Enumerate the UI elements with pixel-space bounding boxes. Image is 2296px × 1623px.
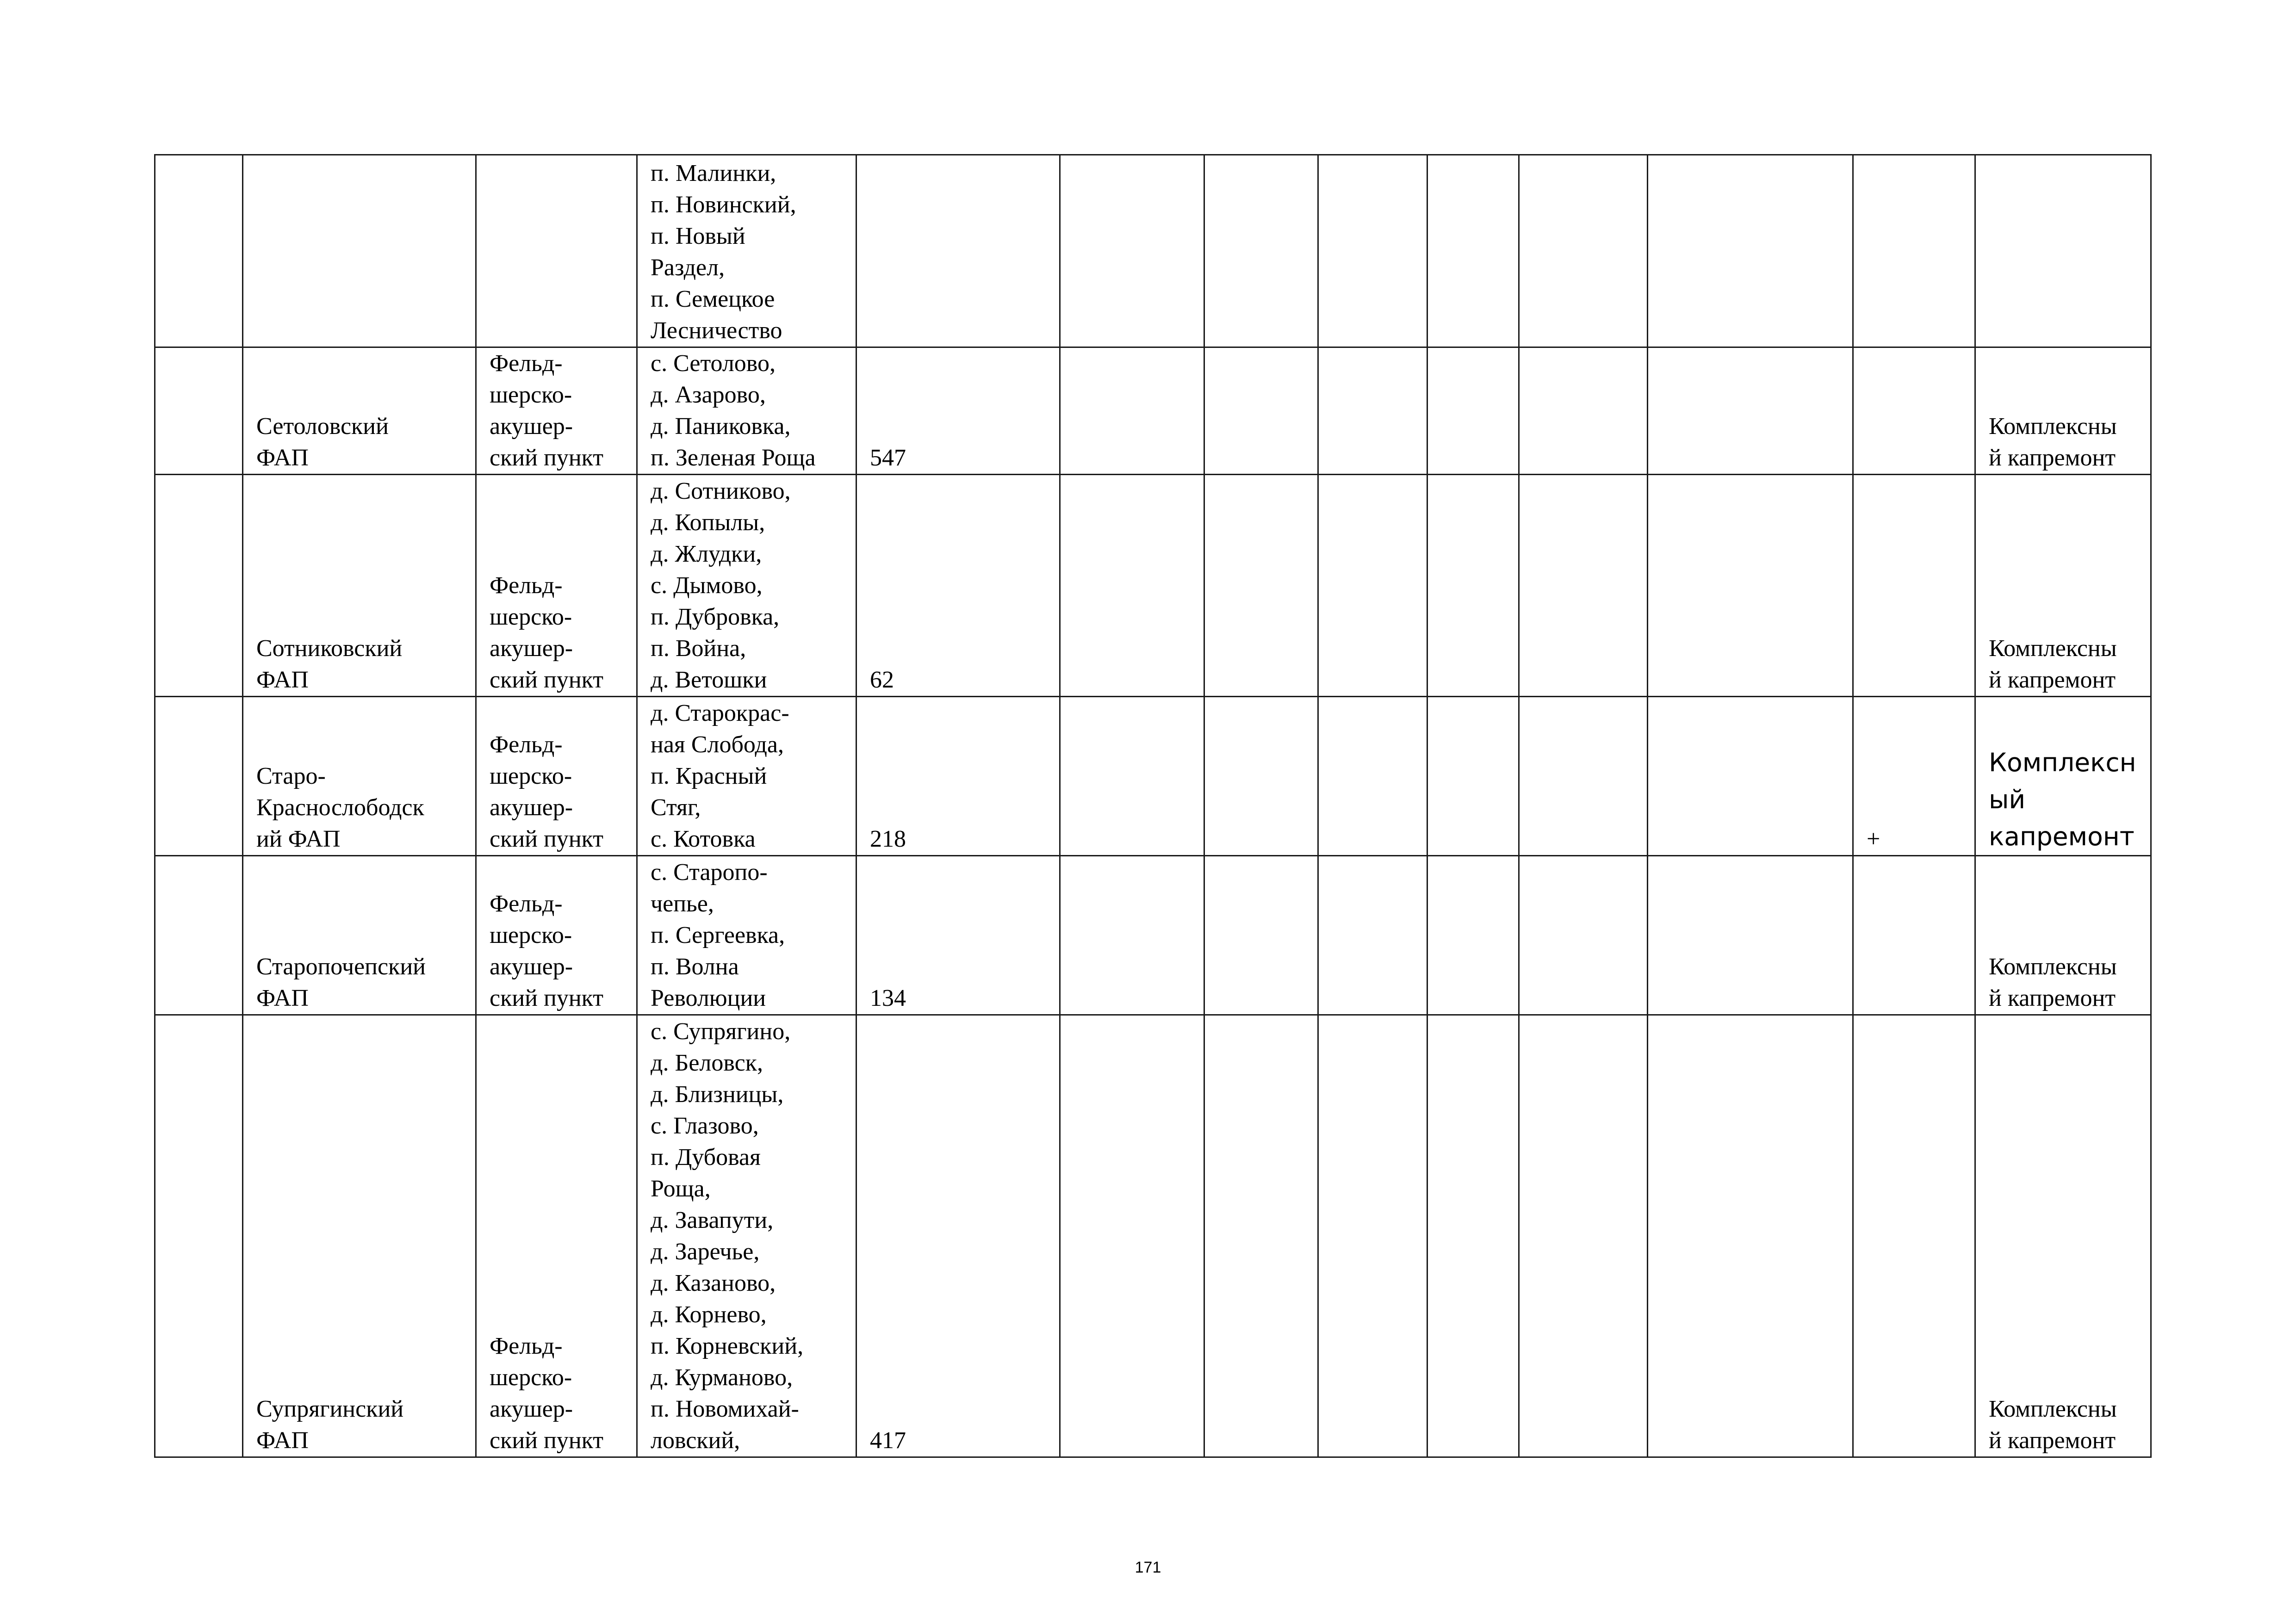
population-cell: 218 — [856, 697, 1060, 856]
note-cell: Комплексны й капремонт — [1975, 856, 2151, 1015]
empty-cell — [1204, 697, 1318, 856]
mark-cell — [1853, 856, 1975, 1015]
empty-cell — [1204, 475, 1318, 697]
facility-name-cell — [243, 155, 476, 347]
empty-cell — [1648, 856, 1853, 1015]
row-number-cell — [155, 856, 243, 1015]
population-cell: 417 — [856, 1015, 1060, 1457]
facility-name-cell: Сотниковский ФАП — [243, 475, 476, 697]
empty-cell — [1519, 347, 1648, 475]
empty-cell — [1204, 155, 1318, 347]
settlements-cell: с. Супрягино, д. Беловск, д. Близницы, с. Глазово, п. Дубовая Роща, д. Завапути, д. Заречье, д. Казаново, д. Корнево, п. Корневский, д. Курманово, п. Новомихай- ловский, — [637, 1015, 856, 1457]
empty-cell — [1060, 155, 1204, 347]
empty-cell — [1648, 347, 1853, 475]
note-cell: Комплексны й капремонт — [1975, 1015, 2151, 1457]
facility-table — [154, 154, 2152, 1458]
mark-cell: + — [1853, 697, 1975, 856]
empty-cell — [1427, 856, 1519, 1015]
facility-type-cell: Фельд- шерско- акушер- ский пункт — [476, 856, 637, 1015]
empty-cell — [1519, 697, 1648, 856]
empty-cell — [1318, 856, 1427, 1015]
facility-type-cell: Фельд- шерско- акушер- ский пункт — [476, 475, 637, 697]
facility-type-cell: Фельд- шерско- акушер- ский пункт — [476, 347, 637, 475]
empty-cell — [1204, 1015, 1318, 1457]
settlements-cell: д. Старокрас- ная Слобода, п. Красный Стяг, с. Котовка — [637, 697, 856, 856]
empty-cell — [1427, 1015, 1519, 1457]
empty-cell — [1318, 697, 1427, 856]
empty-cell — [1427, 697, 1519, 856]
settlements-cell: п. Малинки, п. Новинский, п. Новый Раздел, п. Семецкое Лесничество — [637, 155, 856, 347]
empty-cell — [1427, 155, 1519, 347]
empty-cell — [1648, 155, 1853, 347]
facility-name-cell: Сетоловский ФАП — [243, 347, 476, 475]
population-cell: 547 — [856, 347, 1060, 475]
facility-type-cell — [476, 155, 637, 347]
mark-cell — [1853, 155, 1975, 347]
table-row — [155, 856, 2151, 1015]
table-row — [155, 155, 2151, 347]
facility-name-cell: Старо- Краснослободск ий ФАП — [243, 697, 476, 856]
empty-cell — [1060, 347, 1204, 475]
empty-cell — [1427, 347, 1519, 475]
row-number-cell — [155, 1015, 243, 1457]
facility-name-cell: Старопочепский ФАП — [243, 856, 476, 1015]
note-cell: Комплексны й капремонт — [1975, 475, 2151, 697]
settlements-cell: д. Сотниково, д. Копылы, д. Жлудки, с. Дымово, п. Дубровка, п. Война, д. Ветошки — [637, 475, 856, 697]
facility-type-cell: Фельд- шерско- акушер- ский пункт — [476, 1015, 637, 1457]
mark-cell — [1853, 475, 1975, 697]
empty-cell — [1519, 1015, 1648, 1457]
empty-cell — [1519, 155, 1648, 347]
empty-cell — [1519, 856, 1648, 1015]
empty-cell — [1519, 475, 1648, 697]
table-row — [155, 347, 2151, 475]
empty-cell — [1318, 347, 1427, 475]
empty-cell — [1204, 347, 1318, 475]
empty-cell — [1648, 475, 1853, 697]
population-cell: 62 — [856, 475, 1060, 697]
population-cell — [856, 155, 1060, 347]
note-cell: Комплексн ый капремонт — [1975, 697, 2151, 856]
empty-cell — [1648, 1015, 1853, 1457]
facility-name-cell: Супрягинский ФАП — [243, 1015, 476, 1457]
empty-cell — [1318, 155, 1427, 347]
table-row — [155, 1015, 2151, 1457]
empty-cell — [1427, 475, 1519, 697]
empty-cell — [1060, 697, 1204, 856]
row-number-cell — [155, 347, 243, 475]
empty-cell — [1648, 697, 1853, 856]
empty-cell — [1060, 856, 1204, 1015]
table-row — [155, 475, 2151, 697]
row-number-cell — [155, 697, 243, 856]
settlements-cell: с. Старопо- чепье, п. Сергеевка, п. Волна Революции — [637, 856, 856, 1015]
empty-cell — [1060, 475, 1204, 697]
empty-cell — [1060, 1015, 1204, 1457]
row-number-cell — [155, 475, 243, 697]
facility-type-cell: Фельд- шерско- акушер- ский пункт — [476, 697, 637, 856]
table-row — [155, 697, 2151, 856]
empty-cell — [1318, 475, 1427, 697]
mark-cell — [1853, 1015, 1975, 1457]
population-cell: 134 — [856, 856, 1060, 1015]
note-cell: Комплексны й капремонт — [1975, 347, 2151, 475]
page-number: 171 — [1135, 1559, 1161, 1576]
mark-cell — [1853, 347, 1975, 475]
row-number-cell — [155, 155, 243, 347]
settlements-cell: с. Сетолово, д. Азарово, д. Паниковка, п. Зеленая Роща — [637, 347, 856, 475]
empty-cell — [1204, 856, 1318, 1015]
note-cell — [1975, 155, 2151, 347]
empty-cell — [1318, 1015, 1427, 1457]
